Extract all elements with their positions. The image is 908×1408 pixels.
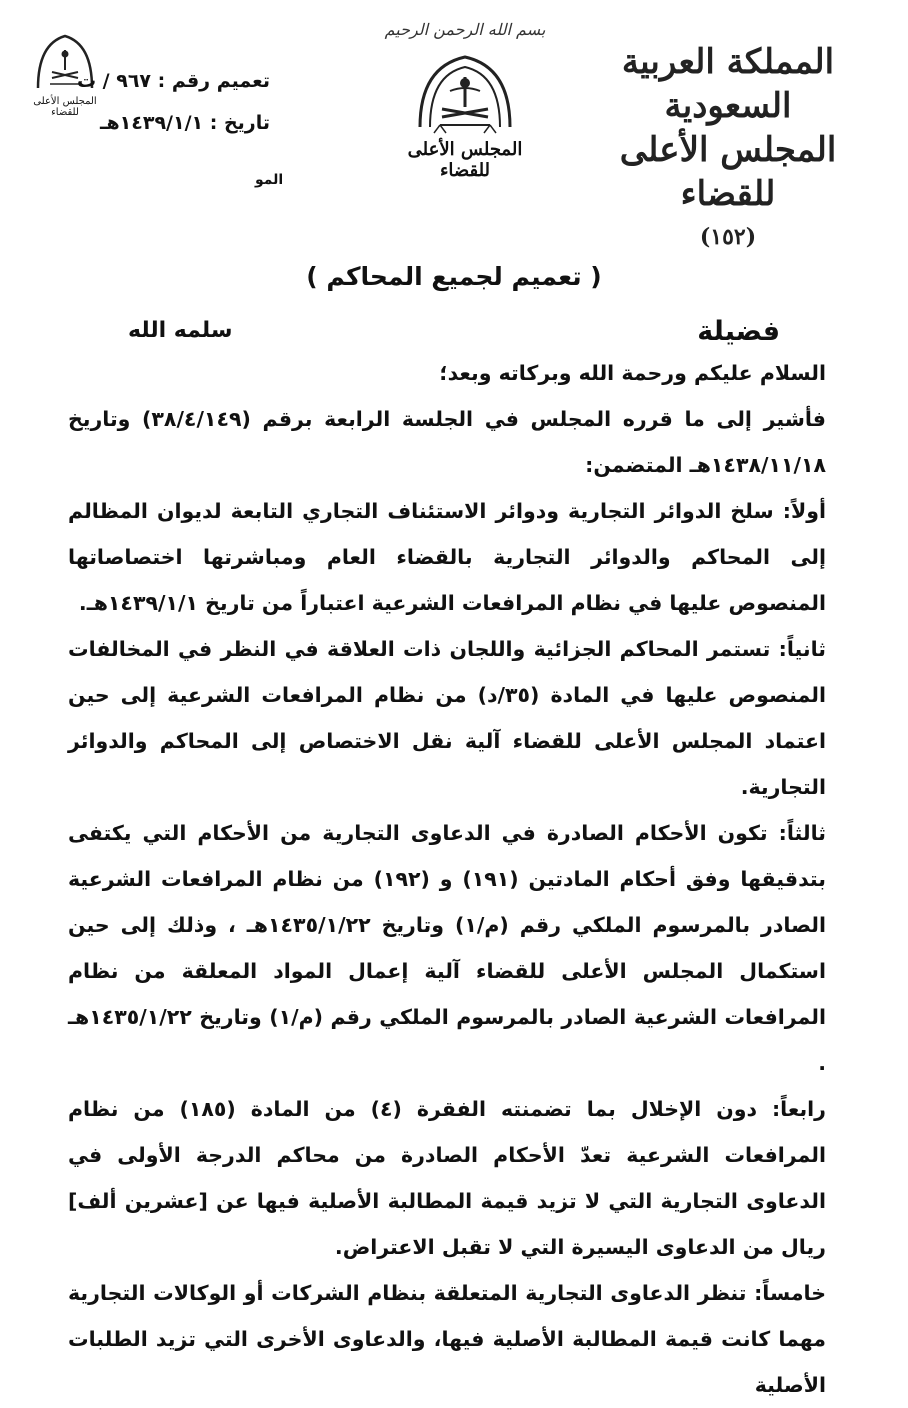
clause-second: ثانياً: تستمر المحاكم الجزائية واللجان ذات العلاقة في النظر في المخالفات المنصوص عليها في المادة (٣٥/د) من نظام المرافعات الشرعية إلى حين اعتماد المجلس الأعلى للقضاء آلية نقل الاختصاص إلى المحاكم والدوائر التجارية. — [68, 637, 826, 799]
addressee-salutation: فضيلة — [697, 316, 780, 347]
circular-number: تعميم رقم : ٩٦٧ / ت — [76, 70, 270, 92]
clause-fifth: خامساً: تنظر الدعاوى التجارية المتعلقة بنظام الشركات أو الوكالات التجارية مهما كانت قيمة المطالبة الأصلية فيها، والدعاوى الأخرى التي تزيد الطلبات الأصلية — [68, 1281, 826, 1397]
basmala: بسم الله الرحمن الرحيم — [384, 20, 546, 39]
small-emblem-caption: المجلس الأعلى للقضاء — [33, 96, 97, 118]
clause-third: ثالثاً: تكون الأحكام الصادرة في الدعاوى التجارية من الأحكام التي يكتفى بتدقيقها وفق أحكام المادتين (١٩١) و (١٩٢) من نظام المرافعات الشرعية الصادر بالمرسوم الملكي رقم (م/١) وتاريخ ١٤٣٥/١/٢٢هـ ، وذلك إلى حين استكمال المجلس الأعلى للقضاء آلية إعمال المواد المعلقة من نظام المرافعات الشرعية الصادر بالمرسوم الملكي رقم (م/١) وتاريخ ١٤٣٥/١/٢٢هـ . — [68, 821, 826, 1075]
attachments-label: المو — [255, 172, 284, 188]
letterhead-right — [578, 40, 878, 252]
emblem-caption: المجلس الأعلى للقضاء — [407, 139, 523, 181]
form-number: (١٥٢) — [699, 224, 757, 250]
greeting: السلام عليكم ورحمة الله وبركاته وبعد؛ — [439, 361, 826, 385]
intro-paragraph: فأشير إلى ما قرره المجلس في الجلسة الرابعة برقم (٣٨/٤/١٤٩) وتاريخ ١٤٣٨/١١/١٨هـ المتضمن: — [68, 407, 826, 477]
letterhead-center — [380, 20, 550, 181]
document-body — [68, 350, 826, 1408]
clause-first: أولاً: سلخ الدوائر التجارية ودوائر الاستئناف التجاري التابعة لديوان المظالم إلى المحاكم والدوائر التجارية بالقضاء العام ومباشرتها اختصاصاتها المنصوص عليها في نظام المرافعات الشرعية اعتباراً من تاريخ ١٤٣٩/١/١هـ. — [68, 499, 826, 615]
circular-date: تاريخ : ١٤٣٩/١/١هـ — [99, 112, 270, 134]
addressee-blessing: سلمه الله — [128, 318, 233, 343]
council-name: المجلس الأعلى للقضاء — [619, 130, 837, 214]
document-title: ( تعميم لجميع المحاكم ) — [306, 262, 602, 291]
clause-fourth: رابعاً: دون الإخلال بما تضمنته الفقرة (٤) من المادة (١٨٥) من نظام المرافعات الشرعية تعدّ الأحكام الصادرة من محاكم الدرجة الأولى في الدعاوى التجارية التي لا تزيد قيمة المطالبة الأصلية فيها عن [عشرين ألف] ريال من الدعاوى اليسيرة التي لا تقبل الاعتراض. — [68, 1097, 826, 1259]
kingdom-name: المملكة العربية السعودية — [621, 42, 835, 126]
council-emblem-icon — [410, 47, 520, 137]
